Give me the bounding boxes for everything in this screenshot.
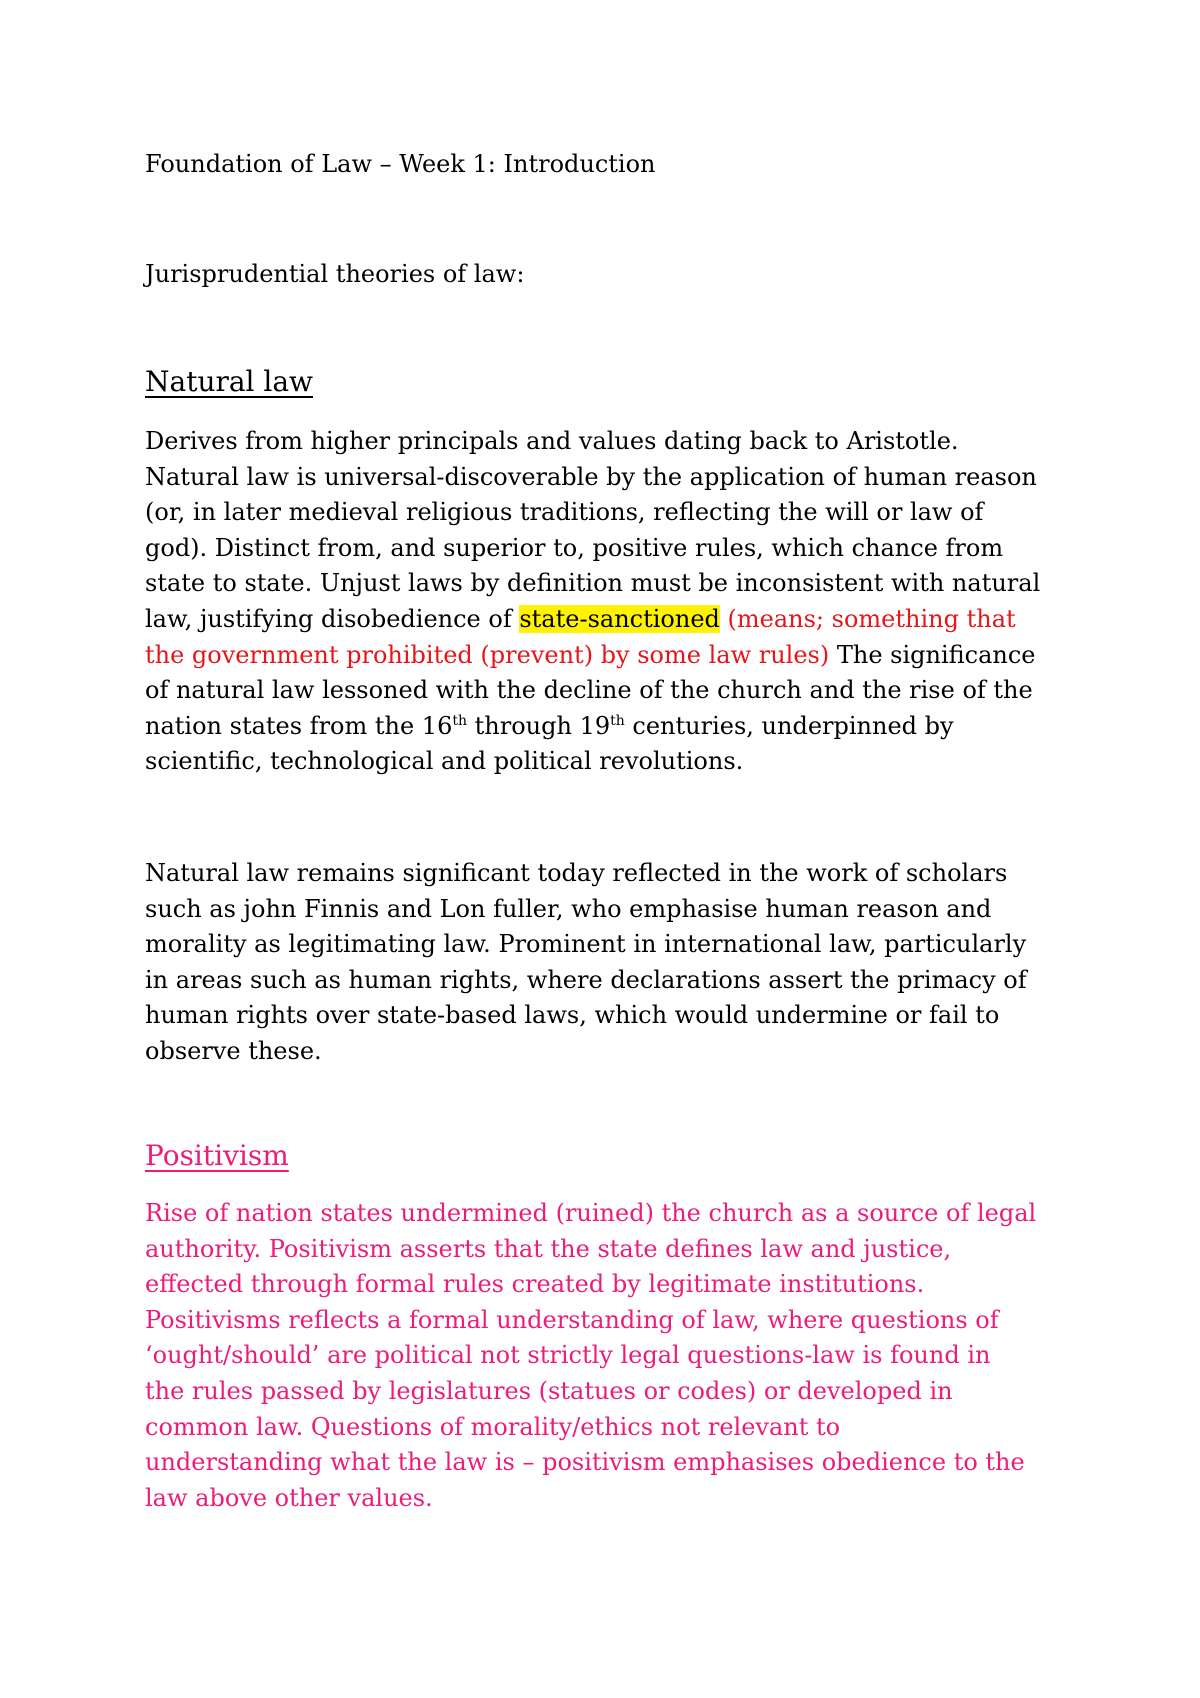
- text-line: common law. Questions of morality/ethics not relevant to: [145, 1412, 841, 1441]
- text-line: observe these.: [145, 1036, 322, 1065]
- document-subtitle: Jurisprudential theories of law:: [145, 260, 525, 288]
- text-line: state to state. Unjust laws by definition must be inconsistent with natural: [145, 569, 1041, 598]
- text-line: Derives from higher principals and values dating back to Aristotle.: [145, 427, 959, 455]
- text-line: Natural law remains significant today reflected in the work of scholars: [145, 859, 1008, 887]
- text-segment: law, justifying disobedience of: [145, 604, 520, 633]
- text-line: [145, 638, 1085, 674]
- text-line: Positivisms reflects a formal understanding of law, where questions of: [145, 1305, 999, 1334]
- text-line: effected through formal rules created by legitimate institutions.: [145, 1270, 925, 1299]
- text-segment: centuries, underpinned by: [624, 711, 954, 740]
- text-line: authority. Positivism asserts that the state defines law and justice,: [145, 1234, 952, 1263]
- text-line: scientific, technological and political revolutions.: [145, 747, 744, 776]
- natural-law-paragraph-2: [145, 856, 1085, 1070]
- text-line: Natural law is universal-discoverable by the application of human reason: [145, 462, 1037, 491]
- text-line: law above other values.: [145, 1483, 433, 1512]
- text-line: god). Distinct from, and superior to, positive rules, which chance from: [145, 533, 1004, 562]
- text-line: in areas such as human rights, where declarations assert the primacy of: [145, 965, 1027, 994]
- text-line: of natural law lessoned with the decline of the church and the rise of the: [145, 676, 1033, 705]
- text-line: (or, in later medieval religious traditions, reflecting the will or law of: [145, 498, 984, 527]
- text-segment: through 19: [467, 711, 611, 740]
- text-segment: The significance: [829, 640, 1036, 669]
- superscript: th: [610, 712, 625, 729]
- positivism-paragraph: [145, 1196, 1085, 1516]
- document-title: Foundation of Law – Week 1: Introduction: [145, 150, 656, 178]
- natural-law-paragraph-1: [145, 424, 1085, 780]
- text-line: Rise of nation states undermined (ruined) the church as a source of legal: [145, 1199, 1037, 1227]
- annotation-note: (means; something that: [719, 604, 1016, 633]
- highlighted-term: state-sanctioned: [519, 604, 720, 633]
- text-line: [145, 602, 1085, 638]
- text-line: the rules passed by legislatures (statues or codes) or developed in: [145, 1376, 953, 1405]
- text-line: understanding what the law is – positivism emphasises obedience to the: [145, 1448, 1025, 1477]
- text-line: ‘ought/should’ are political not strictly legal questions-law is found in: [145, 1341, 991, 1370]
- text-line: [145, 709, 1085, 745]
- text-segment: nation states from the 16: [145, 711, 453, 740]
- positivism-heading: Positivism: [145, 1139, 289, 1172]
- superscript: th: [452, 712, 468, 729]
- text-line: human rights over state-based laws, which would undermine or fail to: [145, 1001, 1000, 1030]
- natural-law-heading: Natural law: [145, 365, 314, 398]
- text-line: such as john Finnis and Lon fuller, who emphasise human reason and: [145, 894, 992, 923]
- text-line: morality as legitimating law. Prominent in international law, particularly: [145, 930, 1027, 959]
- annotation-note: the government prohibited (prevent) by some law rules): [145, 640, 830, 669]
